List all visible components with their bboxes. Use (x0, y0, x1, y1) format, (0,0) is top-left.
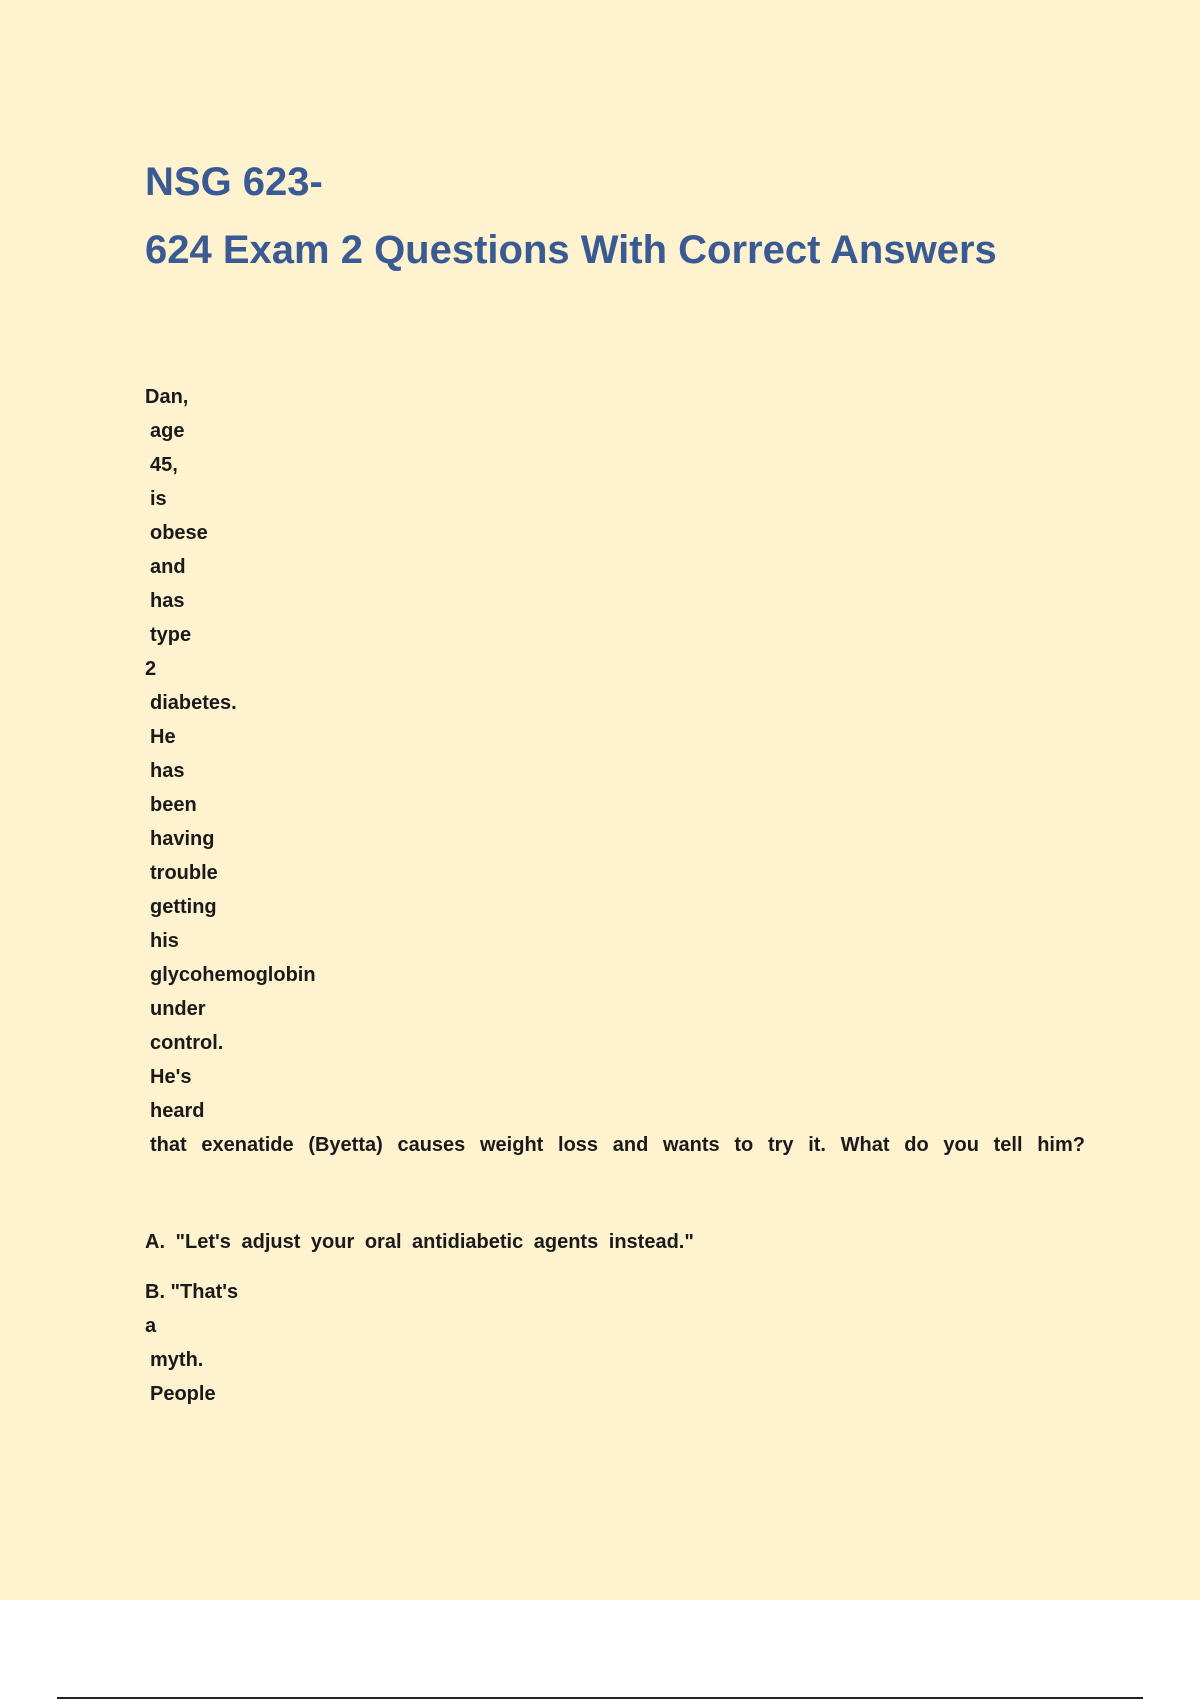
question-word: you (943, 1134, 979, 1156)
question-word: him? (1037, 1134, 1085, 1156)
question-word: under (150, 998, 206, 1020)
question-word: He (150, 726, 176, 748)
question-word: that (150, 1134, 187, 1156)
question-word: loss (558, 1134, 599, 1156)
question-word: has (150, 590, 185, 612)
question-word: (Byetta) (308, 1134, 383, 1156)
question-word: 2 (145, 658, 157, 680)
question-word: He's (150, 1066, 192, 1088)
question-word: and (612, 1134, 649, 1156)
question-word: is (150, 488, 167, 510)
option-word: a (145, 1315, 157, 1337)
option-word: myth. (150, 1349, 204, 1371)
footer-divider (57, 1697, 1143, 1699)
question-word: diabetes. (150, 692, 237, 714)
title-line-2: 624 Exam 2 Questions With Correct Answers (145, 228, 997, 272)
answer-option-a: A. "Let's adjust your oral antidiabetic agents instead." (145, 1231, 694, 1253)
option-word: People (150, 1383, 216, 1405)
question-word: control. (150, 1032, 224, 1054)
question-word: tell (993, 1134, 1023, 1156)
question-word: age (150, 420, 185, 442)
option-word: B. "That's (145, 1281, 239, 1303)
question-word: obese (150, 522, 208, 544)
question-word: Dan, (145, 386, 189, 408)
question-word: his (150, 930, 179, 952)
question-word: causes (397, 1134, 466, 1156)
question-word: getting (150, 896, 217, 918)
question-word: it. (808, 1134, 826, 1156)
question-word: has (150, 760, 185, 782)
document-title (145, 148, 997, 284)
answer-option-b (145, 1275, 238, 1411)
question-word: try (767, 1134, 794, 1156)
question-word: do (904, 1134, 929, 1156)
question-word: type (150, 624, 192, 646)
question-word: been (150, 794, 197, 816)
question-last-line (145, 1128, 1085, 1162)
question-word: What (840, 1134, 890, 1156)
question-word: weight (479, 1134, 544, 1156)
question-word: 45, (150, 454, 178, 476)
question-word: having (150, 828, 215, 850)
question-word: wants (662, 1134, 720, 1156)
title-line-1: NSG 623- (145, 160, 323, 204)
question-word: exenatide (201, 1134, 294, 1156)
question-word: to (734, 1134, 754, 1156)
question-word: glycohemoglobin (150, 964, 316, 986)
question-word: trouble (150, 862, 218, 884)
question-word: and (150, 556, 186, 578)
question-text (145, 380, 1085, 1162)
question-word: heard (150, 1100, 205, 1122)
